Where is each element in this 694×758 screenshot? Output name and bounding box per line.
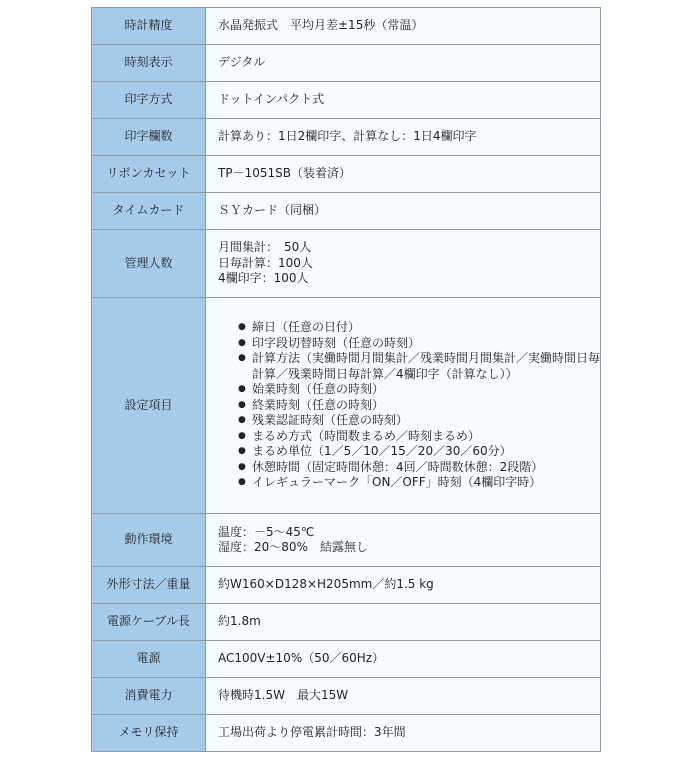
row-label: 時刻表示 (92, 45, 206, 82)
list-item: ● 休憩時間（固定時間休憩：4回／時間数休憩：2段階） (238, 460, 600, 476)
table-row (92, 298, 601, 514)
row-label: 外形寸法／重量 (92, 567, 206, 604)
table-row (92, 230, 601, 298)
row-label: 消費電力 (92, 678, 206, 715)
row-value: ドットインパクト式 (206, 82, 601, 119)
table-row (92, 193, 601, 230)
list-item: ● まるめ方式（時間数まるめ／時刻まるめ） (238, 429, 600, 445)
row-label: 電源 (92, 641, 206, 678)
table-row (92, 567, 601, 604)
row-value: ＳＹカード（同梱） (206, 193, 601, 230)
row-value: 待機時1.5W 最大15W (206, 678, 601, 715)
list-item: ● 始業時刻（任意の時刻） (238, 382, 600, 398)
row-label: 時計精度 (92, 8, 206, 45)
row-label: 設定項目 (92, 298, 206, 514)
settings-list (218, 320, 600, 491)
row-value: 計算あり：1日2欄印字、計算なし：1日4欄印字 (206, 119, 601, 156)
row-value: 水晶発振式 平均月差±15秒（常温） (206, 8, 601, 45)
row-value: 約1.8m (206, 604, 601, 641)
list-item: ● 終業時刻（任意の時刻） (238, 398, 600, 414)
row-value: AC100V±10%（50／60Hz） (206, 641, 601, 678)
row-label: リボンカセット (92, 156, 206, 193)
row-value: 約W160×D128×H205mm／約1.5 kg (206, 567, 601, 604)
row-label: 管理人数 (92, 230, 206, 298)
table-row (92, 641, 601, 678)
table-row (92, 715, 601, 752)
table-row (92, 45, 601, 82)
list-item: ● 締日（任意の日付） (238, 320, 600, 336)
row-value (206, 298, 601, 514)
list-item: ● まるめ単位（1／5／10／15／20／30／60分） (238, 444, 600, 460)
row-value: 工場出荷より停電累計時間：3年間 (206, 715, 601, 752)
row-label: 印字方式 (92, 82, 206, 119)
table-row (92, 8, 601, 45)
row-label: メモリ保持 (92, 715, 206, 752)
table-row (92, 678, 601, 715)
table-row (92, 604, 601, 641)
spec-table (91, 7, 601, 752)
row-label: タイムカード (92, 193, 206, 230)
table-row (92, 514, 601, 567)
row-value: デジタル (206, 45, 601, 82)
row-label: 動作環境 (92, 514, 206, 567)
row-label: 印字欄数 (92, 119, 206, 156)
list-item: ● 計算方法（実働時間月間集計／残業時間月間集計／実働時間日毎計算／残業時間日毎計算／4欄印字（計算なし）） (238, 351, 600, 382)
table-row (92, 82, 601, 119)
list-item: ● イレギュラーマーク「ON／OFF」時刻（4欄印字時） (238, 475, 600, 491)
table-row (92, 156, 601, 193)
row-value: TP－1051SB（装着済） (206, 156, 601, 193)
list-item: ● 残業認証時刻（任意の時刻） (238, 413, 600, 429)
table-row (92, 119, 601, 156)
row-value: 月間集計： 50人 日毎計算：100人 4欄印字：100人 (206, 230, 601, 298)
list-item: ● 印字段切替時刻（任意の時刻） (238, 336, 600, 352)
row-label: 電源ケーブル長 (92, 604, 206, 641)
row-value: 温度：－5～45℃ 湿度：20～80% 結露無し (206, 514, 601, 567)
